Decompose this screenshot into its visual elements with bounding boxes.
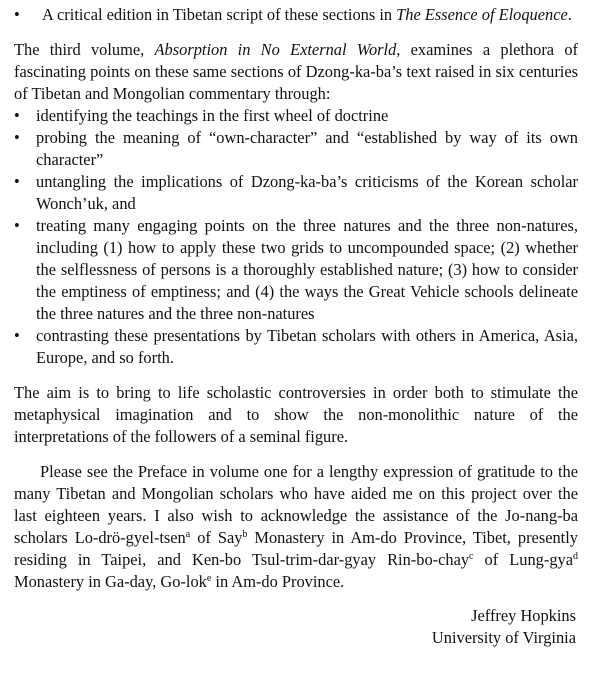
footnote-marker: c — [469, 551, 474, 562]
intro-text-after: . — [567, 5, 572, 24]
commentary-topics-list — [14, 105, 578, 369]
author-name: Jeffrey Hopkins — [471, 606, 576, 625]
bullet-glyph: • — [14, 128, 20, 147]
signature-block — [14, 605, 578, 649]
book-title: The Essence of Eloquence — [396, 5, 568, 24]
list-item-text: contrasting these presentations by Tibetan scholars with others in America, Asia, Europe, and so forth. — [36, 326, 578, 367]
para1-text-after: , examines a plethora of fascinating points on these same sections of Dzong-ka-ba’s text raised in six centuries of Tibetan and Mongolian commentary through: — [14, 40, 579, 103]
intro-list — [14, 4, 578, 26]
list-item-text: probing the meaning of “own-character” and “established by way of its own character” — [36, 128, 578, 169]
volume-title: Absorption in No External World — [154, 40, 397, 59]
list-item — [14, 4, 578, 26]
bullet-glyph: • — [14, 5, 20, 24]
ack-text: in Am-do Province. — [211, 572, 345, 591]
footnote-marker: a — [185, 529, 191, 540]
para1-text-before: The third volume, — [14, 40, 155, 59]
paragraph-third-volume — [14, 39, 578, 105]
list-item-text: treating many engaging points on the three natures and the three non-natures, including (1) how to apply these two grids to uncompounded space; (2) whether the selflessness of persons is a thoroughly established nature; (3) how to consider the emptiness of emptiness; and (4) the ways the Great Vehicle schools delineate the three natures and the three non-natures — [36, 216, 578, 323]
list-item — [14, 171, 578, 215]
list-item — [14, 127, 578, 171]
bullet-glyph: • — [14, 326, 20, 345]
author-affiliation: University of Virginia — [431, 628, 576, 647]
list-item — [14, 325, 578, 369]
ack-text: Monastery in Am-do Province, Tibet, presently residing in Taipei, and Ken-bo Tsul-trim-dar-gyay Rin-bo-chay — [14, 528, 578, 569]
list-item — [14, 105, 578, 127]
intro-text-before: A critical edition in Tibetan script of these sections in — [42, 5, 397, 24]
list-item-text: untangling the implications of Dzong-ka-ba’s criticisms of the Korean scholar Wonch’uk, and — [36, 172, 578, 213]
bullet-glyph: • — [14, 216, 20, 235]
ack-text: of Lung-gya — [473, 550, 573, 569]
list-item-text: identifying the teachings in the first wheel of doctrine — [36, 106, 389, 125]
list-item — [14, 215, 578, 325]
ack-text: Please see the Preface in volume one for a lengthy expression of gratitude to the many Tibetan and Mongolian scholars who have aided me on this project over the last eighteen years. I also wish to acknowledge the assistance of the Jo-nang-ba scholars Lo-drö-gyel-tsen — [14, 462, 578, 547]
paragraph-acknowledgements — [14, 461, 578, 593]
ack-text: of Say — [190, 528, 243, 547]
paragraph-aim: The aim is to bring to life scholastic controversies in order both to stimulate the metaphysical imagination and to show the non-monolithic nature of the interpretations of the followers of a seminal figure. — [14, 383, 578, 446]
bullet-glyph: • — [14, 172, 20, 191]
footnote-marker: b — [242, 529, 248, 540]
bullet-glyph: • — [14, 106, 20, 125]
footnote-marker: e — [206, 573, 212, 584]
ack-text: Monastery in Ga-day, Go-lok — [14, 572, 207, 591]
footnote-marker: d — [573, 551, 578, 562]
